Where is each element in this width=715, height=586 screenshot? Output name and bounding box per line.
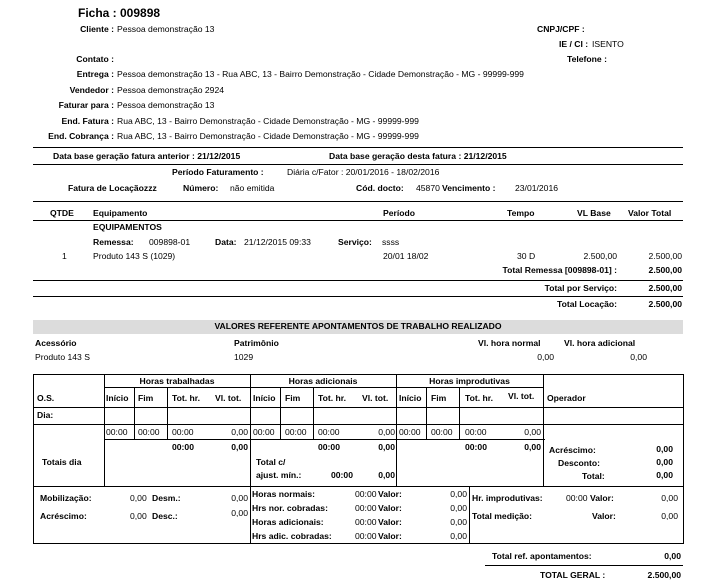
desconto-label: Desconto: — [558, 458, 601, 468]
ajust-min-label: ajust. mín.: — [256, 470, 302, 480]
desconto-value: 0,00 — [656, 457, 673, 467]
total-medicao-label: Total medição: — [472, 511, 533, 521]
adic-tothr-header: Tot. hr. — [318, 393, 347, 403]
hrs-adic-label: Horas adicionais: — [252, 517, 324, 527]
ie-value: ISENTO — [592, 39, 624, 49]
trab-tothr: 00:00 — [172, 427, 194, 437]
grid-line — [426, 387, 427, 439]
total-servico: 2.500,00 — [648, 283, 682, 293]
trab-vltot-header: Vl. tot. — [215, 393, 242, 403]
grid-line — [543, 374, 544, 486]
hrs-adic-cobr-label: Hrs adic. cobradas: — [252, 531, 332, 541]
numero-label: Número: — [183, 183, 219, 193]
end-cobranca-value: Rua ABC, 13 - Bairro Demonstração - Cidade Demonstração - MG - 99999-999 — [117, 131, 419, 141]
adic-inicio-header: Início — [253, 393, 276, 403]
servico-label: Serviço: — [338, 237, 372, 247]
adic-fim: 00:00 — [285, 427, 307, 437]
impr-fim: 00:00 — [431, 427, 453, 437]
telefone-label: Telefone : — [567, 54, 607, 64]
horas-trabalhadas-header: Horas trabalhadas — [139, 376, 215, 386]
horas-adicionais-header: Horas adicionais — [288, 376, 358, 386]
patrimonio-label: Patrimônio — [234, 338, 279, 348]
hrs-nor-cobr-valor: 0,00 — [450, 503, 467, 513]
hrs-adic-time: 00:00 — [355, 517, 377, 527]
item-qtde: 1 — [62, 251, 67, 261]
hrs-adic-cobr-valor-label: Valor: — [378, 531, 402, 541]
periodo-fat-label: Período Faturamento : — [172, 167, 264, 177]
total-c-label: Total c/ — [256, 457, 286, 467]
grid-line — [33, 424, 684, 425]
total-ref-value: 0,00 — [664, 551, 681, 561]
divider — [33, 164, 683, 165]
cod-label: Cód. docto: — [356, 183, 404, 193]
hrs-adic-cobr-time: 00:00 — [355, 531, 377, 541]
desm-value: 0,00 — [231, 493, 248, 503]
grid-line — [33, 486, 684, 487]
grid-line — [313, 387, 314, 439]
impr-inicio-header: Início — [399, 393, 422, 403]
item-periodo: 20/01 18/02 — [383, 251, 429, 261]
hrs-nor-cobr-valor-label: Valor: — [378, 503, 402, 513]
col-periodo: Período — [383, 208, 415, 218]
total-label: Total: — [582, 471, 605, 481]
total-geral-label: TOTAL GERAL : — [540, 570, 606, 580]
adic-fim-header: Fim — [285, 393, 301, 403]
grid-line — [104, 374, 105, 486]
cod-value: 45870 — [416, 183, 440, 193]
horas-improdutivas-header: Horas improdutivas — [429, 376, 510, 386]
cliente-label: Cliente : — [80, 24, 114, 34]
trab-vltot: 0,00 — [231, 427, 248, 437]
grid-line — [250, 374, 251, 544]
total-servico-label: Total por Serviço: — [544, 283, 617, 293]
ie-label: IE / CI : — [559, 39, 589, 49]
adic-total-tothr: 00:00 — [318, 442, 340, 452]
mobilizacao-value: 0,00 — [130, 493, 147, 503]
col-tempo: Tempo — [507, 208, 535, 218]
operador-header: Operador — [547, 393, 586, 403]
hrs-adic-valor: 0,00 — [450, 517, 467, 527]
mobilizacao-label: Mobilização: — [40, 493, 92, 503]
total-remessa: 2.500,00 — [648, 265, 682, 275]
acessorio-label: Acessório — [35, 338, 77, 348]
trab-tothr-header: Tot. hr. — [172, 393, 201, 403]
data-label: Data: — [215, 237, 237, 247]
trab-inicio: 00:00 — [106, 427, 128, 437]
grid-line — [280, 387, 281, 439]
end-cobranca-label: End. Cobrança : — [48, 131, 114, 141]
grid-line — [469, 486, 470, 544]
grid-line — [104, 387, 543, 388]
adic-tothr: 00:00 — [318, 427, 340, 437]
section-title: VALORES REFERENTE APONTAMENTOS DE TRABALHO REALIZADO — [214, 321, 502, 331]
item-equip: Produto 143 S (1029) — [93, 251, 176, 261]
servico-value: ssss — [382, 237, 400, 247]
adic-vltot-header: Vl. tot. — [362, 393, 389, 403]
acrescimo2-label: Acréscimo: — [40, 511, 87, 521]
impr-total-vltot: 0,00 — [524, 442, 541, 452]
desm-label: Desm.: — [152, 493, 181, 503]
total-remessa-label: Total Remessa [009898-01] : — [502, 265, 617, 275]
ajust-min-value: 0,00 — [378, 470, 395, 480]
grid-line — [396, 374, 397, 486]
hr-improdutivas-valor: 0,00 — [661, 493, 678, 503]
cliente-value: Pessoa demonstração 13 — [117, 24, 215, 34]
hrs-nor-cobr-time: 00:00 — [355, 503, 377, 513]
acrescimo2-value: 0,00 — [130, 511, 147, 521]
entrega-value: Pessoa demonstração 13 - Rua ABC, 13 - Bairro Demonstração - Cidade Demonstração - MG - 99999-999 — [117, 69, 524, 79]
cnpj-label: CNPJ/CPF : — [537, 24, 585, 34]
impr-tothr: 00:00 — [465, 427, 487, 437]
faturar-value: Pessoa demonstração 13 — [117, 100, 215, 110]
ajust-min-time: 00:00 — [331, 470, 353, 480]
total-value: 0,00 — [656, 470, 673, 480]
grid-line — [104, 439, 545, 440]
hr-improdutivas-label: Hr. improdutivas: — [472, 493, 543, 503]
totais-dia-label: Totais dia — [42, 457, 82, 467]
hrs-normais-label: Horas normais: — [252, 489, 316, 499]
trab-fim-header: Fim — [138, 393, 154, 403]
total-ref-label: Total ref. apontamentos: — [492, 551, 592, 561]
trab-total-tothr: 00:00 — [172, 442, 194, 452]
impr-fim-header: Fim — [431, 393, 447, 403]
impr-total-tothr: 00:00 — [465, 442, 487, 452]
vl-normal-label: Vl. hora normal — [478, 338, 541, 348]
hrs-adic-cobr-valor: 0,00 — [450, 531, 467, 541]
os-header: O.S. — [37, 393, 55, 403]
divider — [33, 220, 683, 221]
item-total: 2.500,00 — [648, 251, 682, 261]
divider — [33, 201, 683, 202]
hrs-normais-time: 00:00 — [355, 489, 377, 499]
ficha-title: Ficha : 009898 — [78, 6, 161, 20]
grid-line — [33, 407, 684, 408]
periodo-fat-value: Diária c/Fator : 20/01/2016 - 18/02/2016 — [287, 167, 440, 177]
divider — [33, 147, 683, 148]
grid-line — [459, 387, 460, 439]
divider — [33, 280, 683, 281]
col-vl-base: VL Base — [577, 208, 611, 218]
item-base: 2.500,00 — [583, 251, 617, 261]
adic-total-vltot: 0,00 — [378, 442, 395, 452]
data-value: 21/12/2015 09:33 — [244, 237, 311, 247]
col-valor-total: Valor Total — [628, 208, 672, 218]
vencimento-label: Vencimento : — [442, 183, 496, 193]
trab-fim: 00:00 — [138, 427, 160, 437]
vl-normal-value: 0,00 — [537, 352, 554, 362]
data-anterior: Data base geração fatura anterior : 21/12/2015 — [53, 151, 241, 161]
end-fatura-value: Rua ABC, 13 - Bairro Demonstração - Cidade Demonstração - MG - 99999-999 — [117, 116, 419, 126]
adic-inicio: 00:00 — [253, 427, 275, 437]
impr-tothr-header: Tot. hr. — [465, 393, 494, 403]
hrs-nor-cobr-label: Hrs nor. cobradas: — [252, 503, 328, 513]
desc-label: Desc.: — [152, 511, 178, 521]
impr-vltot: 0,00 — [524, 427, 541, 437]
hrs-normais-valor: 0,00 — [450, 489, 467, 499]
fatura-label: Fatura de Locaçãozzz — [68, 183, 157, 193]
total-geral-value: 2.500,00 — [647, 570, 681, 580]
hrs-normais-valor-label: Valor: — [378, 489, 402, 499]
trab-total-vltot: 0,00 — [231, 442, 248, 452]
dia-label: Dia: — [37, 410, 54, 420]
vendedor-label: Vendedor : — [69, 85, 114, 95]
faturar-label: Faturar para : — [58, 100, 114, 110]
acrescimo-label: Acréscimo: — [549, 445, 596, 455]
vl-adicional-value: 0,00 — [630, 352, 647, 362]
acessorio-value: Produto 143 S — [35, 352, 90, 362]
data-desta: Data base geração desta fatura : 21/12/2015 — [329, 151, 507, 161]
remessa-value: 009898-01 — [149, 237, 191, 247]
remessa-label: Remessa: — [93, 237, 134, 247]
hrs-adic-valor-label: Valor: — [378, 517, 402, 527]
col-equipamento: Equipamento — [93, 208, 148, 218]
adic-vltot: 0,00 — [378, 427, 395, 437]
group-label: EQUIPAMENTOS — [93, 222, 162, 232]
entrega-label: Entrega : — [76, 69, 114, 79]
total-locacao-label: Total Locação: — [556, 299, 617, 309]
total-medicao-valor: 0,00 — [661, 511, 678, 521]
vl-adicional-label: Vl. hora adicional — [564, 338, 636, 348]
numero-value: não emitida — [230, 183, 275, 193]
total-medicao-valor-label: Valor: — [592, 511, 616, 521]
divider — [485, 565, 683, 566]
grid-line — [167, 387, 168, 439]
contato-label: Contato : — [76, 54, 114, 64]
grid-line — [134, 387, 135, 439]
vencimento-value: 23/01/2016 — [515, 183, 559, 193]
col-qtde: QTDE — [50, 208, 74, 218]
patrimonio-value: 1029 — [234, 352, 254, 362]
divider — [33, 296, 683, 297]
acrescimo-value: 0,00 — [656, 444, 673, 454]
item-tempo: 30 D — [517, 251, 536, 261]
desc-value: 0,00 — [231, 508, 248, 518]
trab-inicio-header: Início — [106, 393, 129, 403]
vendedor-value: Pessoa demonstração 2924 — [117, 85, 225, 95]
end-fatura-label: End. Fatura : — [61, 116, 114, 126]
total-locacao: 2.500,00 — [648, 299, 682, 309]
hr-improdutivas-valor-label: Valor: — [590, 493, 614, 503]
hr-improdutivas-time: 00:00 — [566, 493, 588, 503]
impr-inicio: 00:00 — [399, 427, 421, 437]
impr-vltot-header: Vl. tot. — [508, 391, 535, 401]
